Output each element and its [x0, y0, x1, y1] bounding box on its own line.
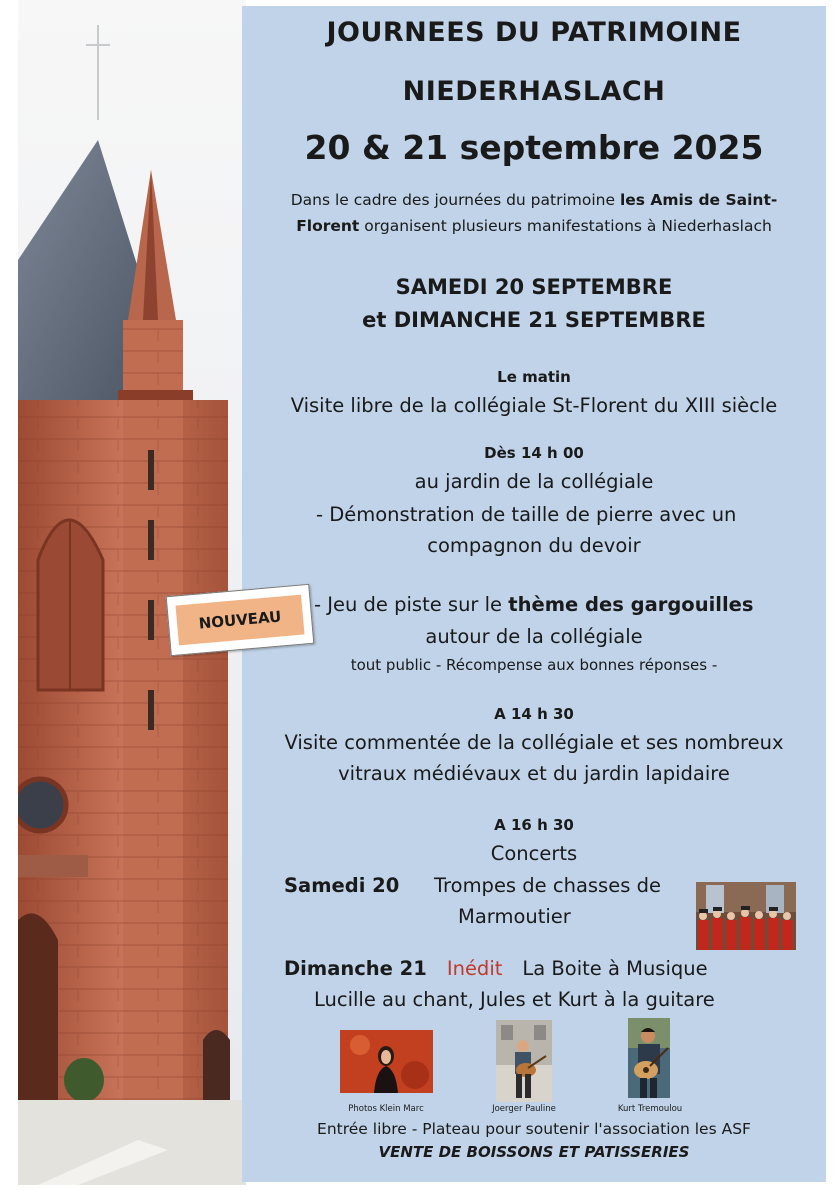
guitarist-jules-photo — [496, 1020, 552, 1102]
intro-line-1 — [242, 187, 826, 213]
intro-line-2 — [242, 213, 826, 239]
intro-text-end: organisent plusieurs manifestations à Niederhaslach — [359, 217, 772, 235]
guided-time: A 14 h 30 — [494, 705, 574, 723]
game-text: - Jeu de piste sur le — [314, 593, 509, 616]
organizer-name-end: Florent — [296, 217, 360, 235]
guided-line-2: vitraux médiévaux et du jardin lapidaire — [338, 762, 730, 785]
concert-time: A 16 h 30 — [494, 816, 574, 834]
singer-photo — [340, 1030, 433, 1093]
concert-title: Concerts — [490, 842, 578, 865]
inedit-tag: Inédit — [446, 957, 503, 980]
guided-line-1: Visite commentée de la collégiale et ses nombreux — [284, 731, 784, 754]
town-name: NIEDERHASLACH — [402, 76, 666, 107]
saturday-line-2: Marmoutier — [458, 905, 571, 928]
game-line-3: tout public - Récompense aux bonnes réponses - — [350, 656, 718, 674]
sunday-line-1 — [284, 957, 708, 980]
saturday-line-1: Trompes de chasses de — [434, 874, 661, 897]
morning-label: Le matin — [497, 368, 571, 386]
refreshments-info: VENTE DE BOISSONS ET PATISSERIES — [378, 1143, 690, 1161]
demo-line-2: compagnon du devoir — [427, 534, 641, 557]
game-line-1 — [314, 593, 753, 616]
sunday-label: Dimanche 21 — [284, 957, 427, 980]
saturday-label: Samedi 20 — [284, 874, 400, 897]
days-line-2: et DIMANCHE 21 SEPTEMBRE — [362, 308, 706, 332]
intro-text: Dans le cadre des journées du patrimoine — [290, 191, 620, 209]
demo-line-1: - Démonstration de taille de pierre avec un — [316, 503, 737, 526]
caption-joerger: Joerger Pauline — [492, 1104, 556, 1114]
entry-info: Entrée libre - Plateau pour soutenir l'association les ASF — [317, 1120, 751, 1138]
caption-tremoulou: Kurt Tremoulou — [617, 1104, 683, 1114]
afternoon-time: Dès 14 h 00 — [484, 444, 584, 462]
event-title: JOURNEES DU PATRIMOINE — [326, 17, 742, 48]
nouveau-label: NOUVEAU — [175, 595, 304, 646]
organizer-name: les Amis de Saint- — [619, 191, 778, 209]
sunday-concert-title: La Boite à Musique — [522, 957, 708, 980]
afternoon-place: au jardin de la collégiale — [414, 470, 654, 493]
days-line-1: SAMEDI 20 SEPTEMBRE — [395, 275, 673, 299]
game-line-2: autour de la collégiale — [425, 625, 643, 648]
morning-text: Visite libre de la collégiale St-Florent du XIII siècle — [290, 394, 778, 417]
event-dates: 20 & 21 septembre 2025 — [304, 128, 764, 167]
photo-credit-caption: Photos Klein Marc — [348, 1104, 424, 1114]
horn-players-photo — [696, 882, 796, 950]
game-theme: thème des gargouilles — [508, 593, 754, 616]
guitarist-kurt-photo — [628, 1018, 670, 1098]
sunday-line-2: Lucille au chant, Jules et Kurt à la guitare — [314, 988, 715, 1011]
